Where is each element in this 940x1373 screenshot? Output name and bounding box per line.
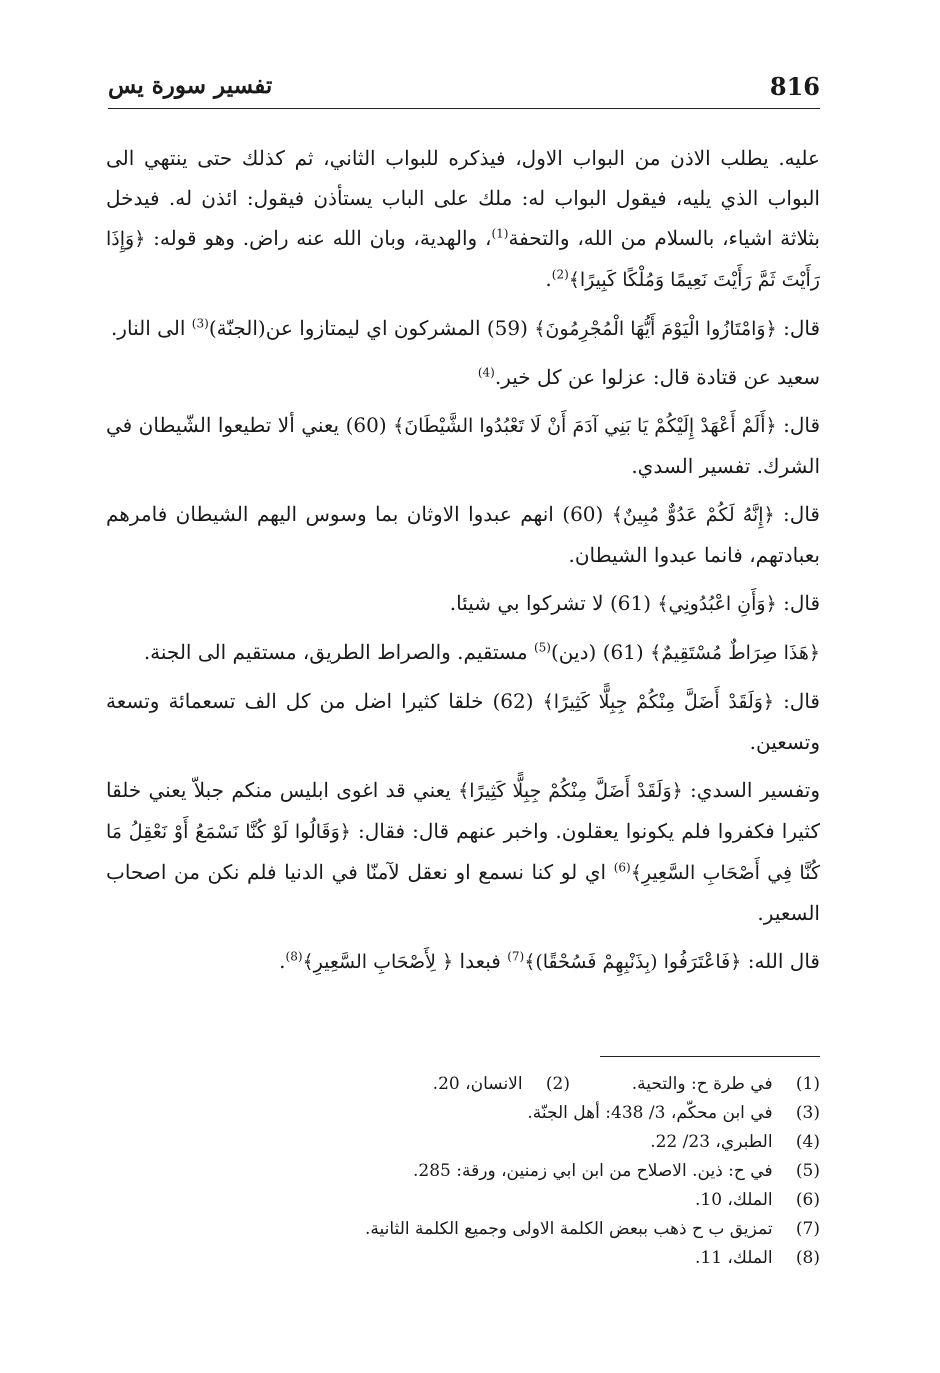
paragraph-text: ، والهدية، وبان الله عنه راض. وهو قوله:	[145, 226, 492, 250]
quran-verse: ﴿وَإِذَا رَأَيْتَ ثَمَّ رَأَيْتَ نَعِيمًا وَمُلْكًا كَبِيرًا﴾	[106, 228, 820, 291]
paragraph-text: اي لو كنا نسمع او نعقل لآمنّا في الدنيا فلم نكن من اصحاب السعير.	[106, 860, 820, 925]
paragraph	[106, 138, 820, 300]
footnote-ref: (4)	[477, 365, 495, 380]
paragraph-text: قال:	[774, 689, 820, 713]
paragraph	[106, 357, 820, 397]
footnote-item	[180, 1244, 820, 1273]
page-number: 816	[769, 72, 820, 101]
paragraph-text: عليه. يطلب الاذن من البواب الاول، فيذكره للبواب الثاني، ثم كذلك حتى ينتهي الى البواب الذي يليه، فيقول البواب له: ملك على الباب يستأذن فيقول: ائذن له. فيدخل بثلاثة اشياء، بالسلام من الله، والتحفة	[106, 146, 821, 250]
footnote-ref: (6)	[613, 860, 631, 875]
paragraph-text: (62) خلقا كثيرا اضل من كل الف تسعمائة وتسعة وتسعين.	[106, 689, 820, 754]
footnote-text: الملك، 11.	[694, 1248, 773, 1268]
paragraph-text: قال:	[776, 591, 820, 615]
footnote-item	[180, 1128, 820, 1157]
footnote-number: (6)	[795, 1190, 820, 1210]
footnote-item	[433, 1070, 570, 1099]
quran-verse: ﴿إِنَّهُ لَكُمْ عَدُوٌّ مُبِينٌ﴾	[611, 504, 775, 526]
paragraph	[106, 308, 820, 349]
footnote-text: في ح: ذين. الاصلاح من ابن ابي زمنين، ورقة: 285.	[413, 1161, 773, 1181]
paragraph-text: قال:	[774, 502, 820, 526]
paragraph-text: .	[279, 949, 286, 973]
footnote-ref: (3)	[191, 316, 209, 331]
footnote-ref: (8)	[285, 949, 303, 964]
footnote-text: الطبري، 23/ 22.	[650, 1132, 773, 1152]
quran-verse: ﴿وَلَقَدْ أَضَلَّ مِنْكُمْ جِبِلًّا كَثِيرًا﴾	[458, 780, 683, 802]
paragraph	[106, 405, 820, 486]
quran-verse: ﴿ لِأَصْحَابِ السَّعِيرِ﴾	[302, 951, 454, 973]
paragraph-text: قال:	[776, 413, 821, 437]
paragraph-text: (60) انهم عبدوا الاوثان بما وسوس اليهم الشيطان فامرهم بعبادتهم، فانما عبدوا الشيطان.	[106, 502, 820, 567]
paragraph-text: سعيد عن قتادة قال: عزلوا عن كل خير.	[494, 365, 820, 389]
footnote-ref: (5)	[533, 640, 551, 655]
page-header	[108, 70, 820, 109]
footnote-ref: (2)	[551, 267, 569, 282]
footnote-number: (1)	[795, 1074, 820, 1094]
footnote-number: (3)	[795, 1103, 820, 1123]
paragraph-text: يعني قد اغوى ابليس منكم جبلاّ يعني خلقا كثيرا فكفروا فلم يكونوا يعقلون. واخبر عنهم قال: فقال:	[106, 778, 820, 843]
footnote-item	[180, 1157, 820, 1186]
footnote-item	[180, 1186, 820, 1215]
paragraph-text: .	[545, 267, 552, 291]
paragraph	[106, 494, 820, 575]
footnote-number: (7)	[795, 1219, 820, 1239]
paragraph-text: قال الله:	[741, 949, 820, 973]
running-title: تفسير سورة يس	[108, 72, 273, 99]
footnote-number: (8)	[795, 1248, 820, 1268]
footnote-text: في ابن محكّم، 3/ 438: أهل الجنّة.	[527, 1103, 773, 1123]
paragraph	[106, 941, 820, 982]
paragraph	[106, 770, 820, 933]
quran-verse: ﴿هَذَا صِرَاطٌ مُسْتَقِيمٌ﴾	[650, 642, 820, 664]
footnote-number: (5)	[795, 1161, 820, 1181]
paragraph-text: (61) لا تشركوا بي شيئا.	[449, 591, 658, 615]
footnote-number: (2)	[545, 1074, 570, 1094]
paragraph	[106, 632, 820, 673]
quran-verse: ﴿وَامْتَازُوا الْيَوْمَ أَيُّهَا الْمُجْرِمُونَ﴾	[534, 318, 777, 340]
paragraph-text: (59) المشركون اي ليمتازوا عن(الجنّة)	[208, 316, 535, 340]
paragraph	[106, 583, 820, 624]
paragraph-text: قال:	[776, 316, 820, 340]
paragraph-text: (61) (دين)	[550, 640, 651, 664]
footnote-item	[180, 1099, 820, 1128]
paragraph-text: وتفسير السدي:	[682, 778, 820, 802]
footnote-text: الانسان، 20.	[432, 1074, 523, 1094]
footnote-ref: (7)	[507, 949, 525, 964]
footnote-divider	[600, 1056, 820, 1057]
footnote-item	[180, 1215, 820, 1244]
footnote-row	[180, 1070, 820, 1099]
paragraph-text: (60) يعني ألا تطيعوا الشّيطان في الشرك. تفسير السدي.	[106, 413, 820, 478]
footnote-text: الملك، 10.	[694, 1190, 773, 1210]
footnote-item	[570, 1070, 820, 1099]
footnote-number: (4)	[795, 1132, 820, 1152]
paragraph-text: مستقيم. والصراط الطريق، مستقيم الى الجنة.	[143, 640, 534, 664]
footnote-text: تمزيق ب ح ذهب ببعض الكلمة الاولى وجميع الكلمة الثانية.	[365, 1219, 773, 1239]
footnotes	[180, 1070, 820, 1273]
footnote-ref: (1)	[491, 226, 509, 241]
quran-verse: ﴿وَأَنِ اعْبُدُونِي﴾	[657, 593, 777, 615]
paragraph	[106, 681, 820, 762]
quran-verse: ﴿فَاعْتَرَفُوا (بِذَنْبِهِمْ فَسُحْقًا)﴾	[524, 951, 742, 973]
quran-verse: ﴿أَلَمْ أَعْهَدْ إِلَيْكُمْ يَا بَنِي آدَمَ أَنْ لَا تَعْبُدُوا الشَّيْطَانَ﴾	[393, 415, 777, 437]
paragraph-text: الى النار.	[110, 316, 192, 340]
quran-verse: ﴿وَقَالُوا لَوْ كُنَّا نَسْمَعُ أَوْ نَعْقِلُ مَا كُنَّا فِي أَصْحَابِ السَّعِيرِ﴾	[106, 821, 820, 884]
quran-verse: ﴿وَلَقَدْ أَضَلَّ مِنْكُمْ جِبِلًّا كَثِيرًا﴾	[542, 691, 775, 713]
footnote-text: في طرة ح: والتحية.	[631, 1074, 773, 1094]
paragraph-text: فبعدا	[453, 949, 508, 973]
main-text	[106, 138, 820, 990]
